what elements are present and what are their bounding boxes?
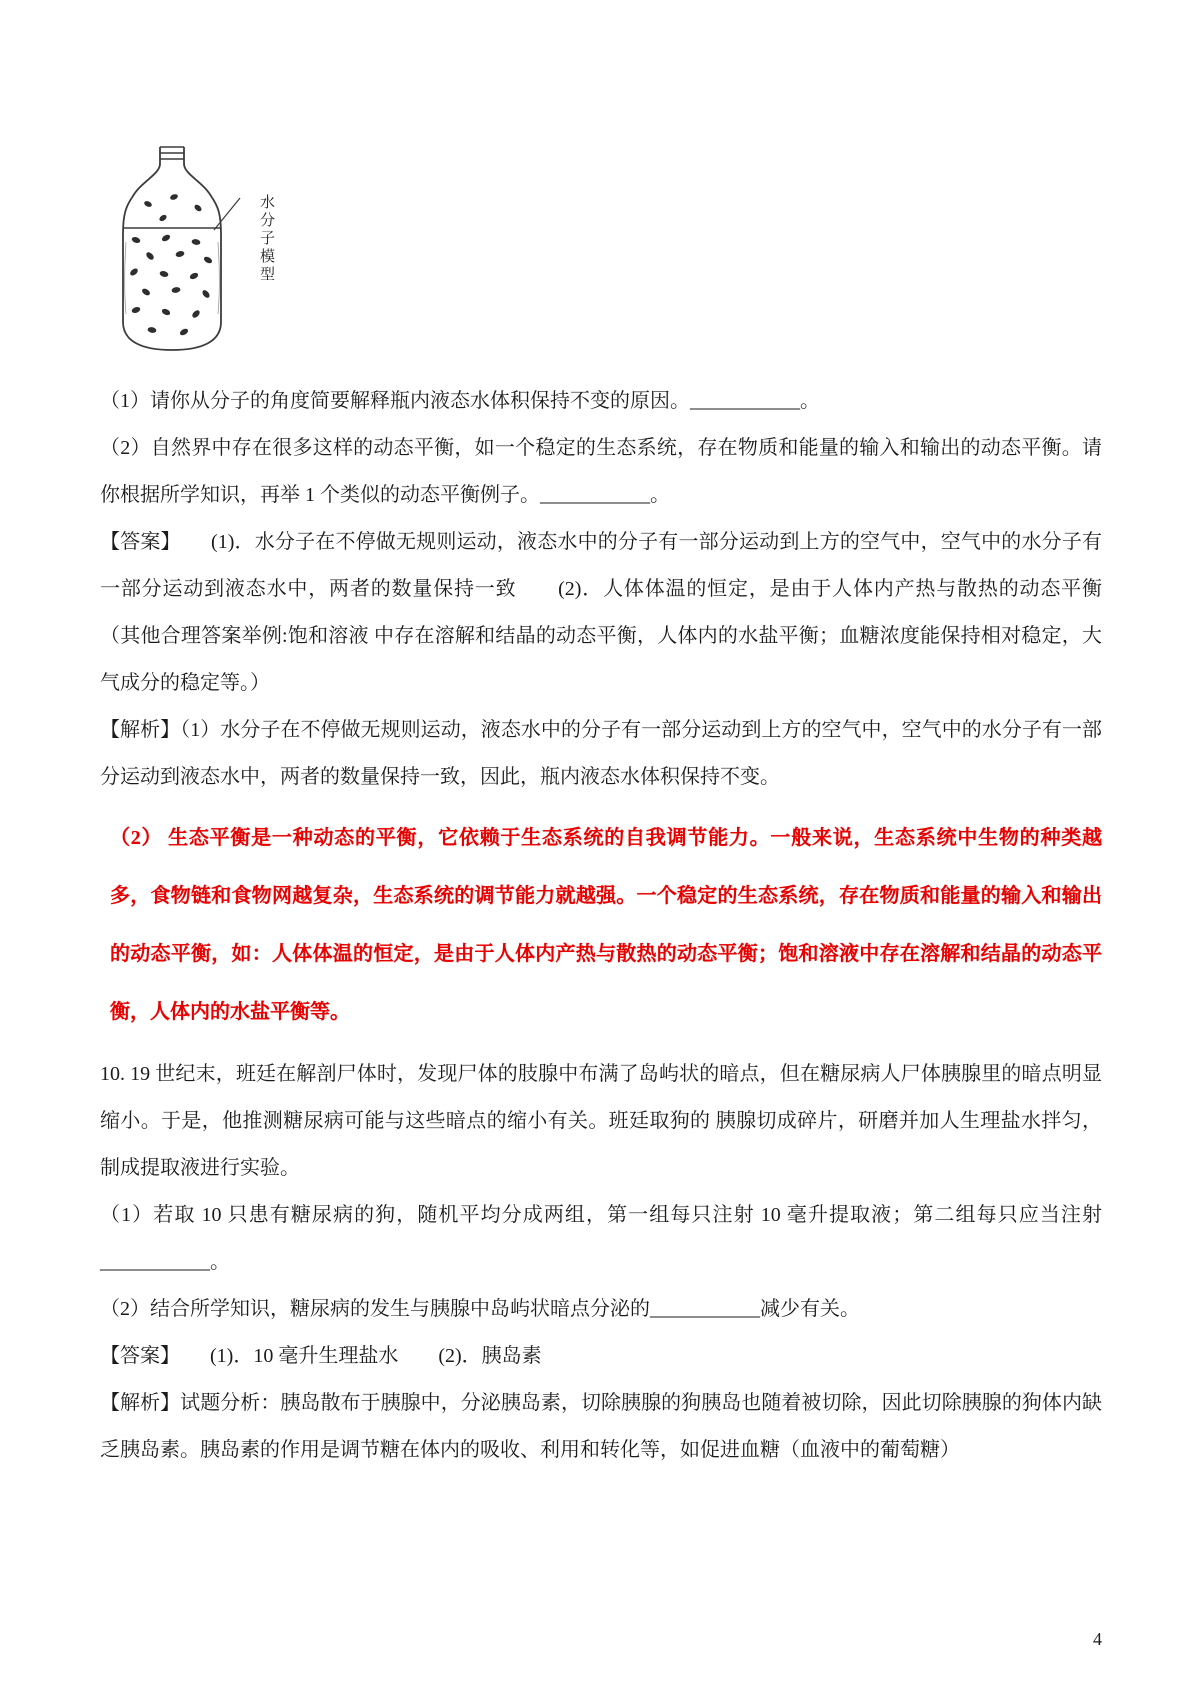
analysis-1: 【解析】（1）水分子在不停做无规则运动，液态水中的分子有一部分运动到上方的空气中，空气中的水分子有一部分运动到液态水中，两者的数量保持一致，因此，瓶内液态水体积保持不变。 [100,719,1102,788]
analysis-2: 【解析】试题分析：胰岛散布于胰腺中，分泌胰岛素，切除胰腺的狗胰岛也随着被切除，因此切除胰腺的狗体内缺乏胰岛素。胰岛素的作用是调节糖在体内的吸收、利用和转化等，如促进血糖（血液中的葡萄糖） [100,1392,1102,1461]
answer-2: 【答案】 (1)．10 毫升生理盐水 (2)．胰岛素 [100,1345,542,1367]
answer-1: 【答案】 (1)．水分子在不停做无规则运动，液态水中的分子有一部分运动到上方的空气中，空气中的水分子有一部分运动到液态水中，两者的数量保持一致 (2)．人体体温的恒定，是由于人体内产热与散热的动态平衡（其他合理答案举例:饱和溶液 中存在溶解和结晶的动态平衡，人体内的水盐平衡；血糖浓度能保持相对稳定，大气成分的稳定等。） [100,531,1102,694]
figure-label: 水分子模型 [258,194,274,284]
analysis-1-red: （2） 生态平衡是一种动态的平衡，它依赖于生态系统的自我调节能力。一般来说，生态系统中生物的种类越多，食物链和食物网越复杂，生态系统的调节能力就越强。一个稳定的生态系统，存在物质和能量的输入和输出的动态平衡，如：人体体温的恒定，是由于人体内产热与散热的动态平衡；饱和溶液中存在溶解和结晶的动态平衡，人体内的水盐平衡等。 [110,827,1102,1023]
page-content [100,142,1102,1474]
water-bottle-figure [108,142,283,356]
question-2: （2）自然界中存在很多这样的动态平衡，如一个稳定的生态系统，存在物质和能量的输入和输出的动态平衡。请你根据所学知识，再举 1 个类似的动态平衡例子。___________。 [100,437,1102,506]
page-number: 4 [1093,1629,1102,1649]
question-10-2: （2）结合所学知识，糖尿病的发生与胰腺中岛屿状暗点分泌的___________减少有关。 [100,1298,860,1320]
question-1: （1）请你从分子的角度简要解释瓶内液态水体积保持不变的原因。___________。 [100,390,820,412]
water-molecules [129,193,213,336]
question-10: 10. 19 世纪末，班廷在解剖尸体时，发现尸体的肢腺中布满了岛屿状的暗点，但在糖尿病人尸体胰腺里的暗点明显缩小。于是，他推测糖尿病可能与这些暗点的缩小有关。班廷取狗的 胰腺切成碎片，研磨并加人生理盐水拌匀，制成提取液进行实验。 [100,1063,1102,1179]
question-10-1: （1）若取 10 只患有糖尿病的狗，随机平均分成两组，第一组每只注射 10 毫升提取液；第二组每只应当注射___________。 [100,1204,1102,1273]
